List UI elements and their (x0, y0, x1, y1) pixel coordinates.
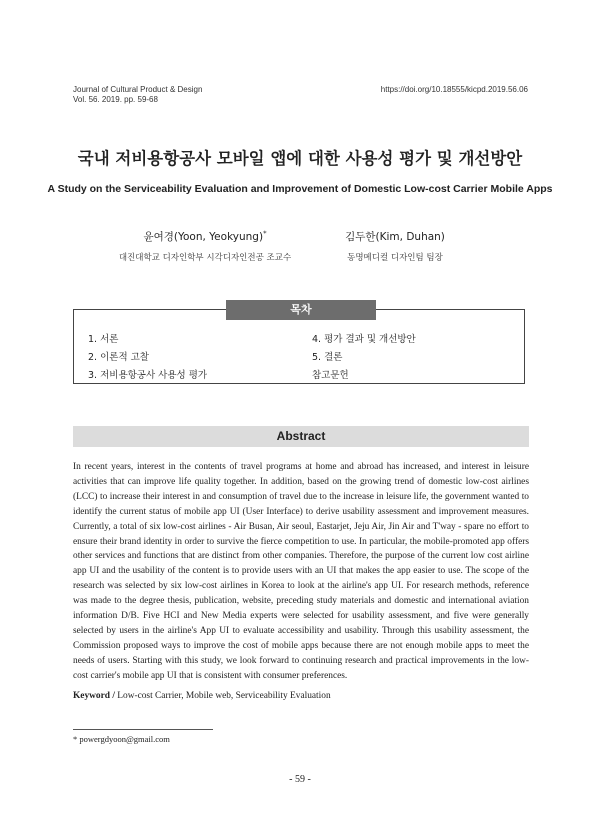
journal-header (73, 85, 202, 105)
page-number: - 59 - (289, 774, 311, 785)
footnote-email: * powergdyoon@gmail.com (73, 734, 170, 744)
toc-item: 5. 결론 (312, 352, 343, 363)
abstract-body: In recent years, interest in the contents of travel programs at home and abroad has increased, and interest in leisure activities that can improve life quality together. In addition, based on the growing trend of domestic low-cost airlines (LCC) to increase their interest in and consumption of travel due to the increase in leisure life, the government wanted to identify the current status of mobile app UI (User Interface) to derive usability assessment and improvement measures. Currently, a total of six low-cost airlines - Air Busan, Air seoul, Eastarjet, Jeju Air, Jin Air and T'way - spare no effort to ensure their brand identity in order to survive the fierce competition to use. In particular, the mobile-promoted app offers other services and functions that are distinct from other companies. Therefore, the purpose of the current low cost airline app UI and the usability of the content is to provide users with an UI that makes the app easier to use. The scope of the research was selected by six low-cost airlines in Korea to look at the airline's app UI. For research methods, reference was made to the degree thesis, publication, website, preceding study materials and domestic and international aviation information D/B. Five HCI and New Media experts were selected for usability assessment, and five were generally selected by users in the airline's App UI to evaluate accessibility and usability. Through this usability assessment, the Commission proposed ways to improve the cost of mobile apps because there are not enough mobile apps to meet the needs of users. Starting with this study, we look forward to continuing research and practical improvements in the low-cost carrier's mobile app UI that is consistent with consumer preferences. (73, 462, 529, 681)
author-2-affiliation: 동명메디컬 디자인팀 팀장 (347, 253, 443, 263)
paper-title-english: A Study on the Serviceability Evaluation and Improvement of Domestic Low-cost Carrier Mobile Apps (47, 183, 553, 195)
author-1-mark: * (263, 229, 267, 238)
toc-item: 4. 평가 결과 및 개선방안 (312, 334, 416, 345)
author-2-name: 김두한(Kim, Duhan) (345, 231, 445, 243)
keyword-text: Low-cost Carrier, Mobile web, Serviceability Evaluation (117, 691, 331, 701)
journal-name: Journal of Cultural Product & Design (73, 85, 203, 94)
footnote-divider (73, 729, 213, 730)
toc-item: 참고문헌 (312, 370, 349, 381)
toc-label: 목차 (226, 300, 376, 320)
author-2 (295, 229, 495, 263)
toc-item: 3. 저비용항공사 사용성 평가 (88, 370, 208, 381)
doi-link[interactable]: https://doi.org/10.18555/kicpd.2019.56.06 (380, 85, 528, 94)
abstract-heading: Abstract (73, 426, 529, 447)
keywords (73, 691, 331, 701)
toc-item: 1. 서론 (88, 334, 119, 345)
journal-volume: Vol. 56. 2019. pp. 59-68 (73, 95, 158, 104)
author-1-affiliation: 대진대학교 디자인학부 시각디자인전공 조교수 (118, 253, 292, 263)
paper-title-korean: 국내 저비용항공사 모바일 앱에 대한 사용성 평가 및 개선방안 (77, 149, 523, 168)
keyword-label: Keyword / (73, 691, 115, 701)
toc-item: 2. 이론적 고찰 (88, 352, 149, 363)
author-1-name: 윤여경(Yoon, Yeokyung) (143, 231, 264, 243)
author-1 (100, 229, 310, 263)
